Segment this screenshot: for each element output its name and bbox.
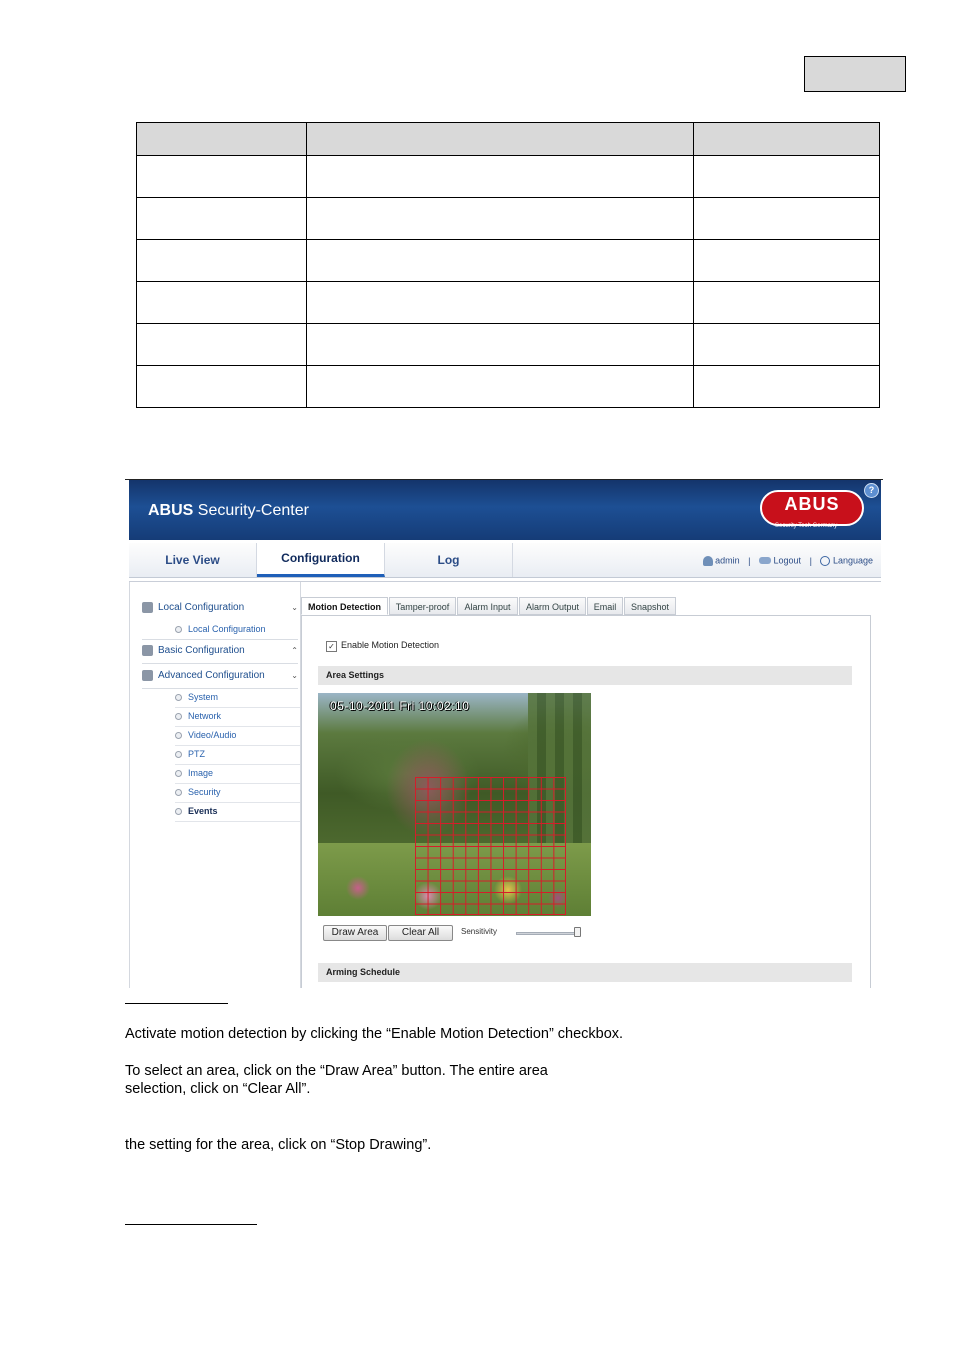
table-header-cell [307,123,694,156]
table-header-row [137,123,880,156]
subtab-tamper-proof[interactable]: Tamper-proof [389,597,456,615]
app-title-rest: Security-Center [193,502,309,519]
main-navigation [129,543,881,578]
table-cell [307,324,694,366]
sidebar-subitem-video-audio[interactable] [175,726,300,746]
sidebar-item-label: Advanced Configuration [158,670,265,681]
draw-area-button[interactable]: Draw Area [323,925,387,941]
sidebar-subitem-image[interactable] [175,764,300,784]
chevron-down-icon: ⌄ [291,671,298,680]
instruction-paragraph-2-line-1: To select an area, click on the “Draw Area” button. The entire area [125,1063,548,1079]
user-icon [703,556,713,566]
chevron-up-icon: ⌃ [291,646,298,655]
table-row [137,324,880,366]
sensitivity-label: Sensitivity [461,927,498,936]
table-cell [694,366,880,408]
separator: | [809,555,812,566]
sidebar-subitem-system[interactable] [175,688,300,708]
subtab-snapshot[interactable]: Snapshot [624,597,676,615]
app-banner [129,480,881,540]
settings-icon [142,645,153,656]
sidebar-subitem-label: Events [188,806,218,816]
sidebar-subitem-label: Security [188,787,221,797]
camera-timestamp: 05-10-2011 Fri 10:02:10 [330,699,470,713]
table-row [137,366,880,408]
bullet-icon [175,770,182,777]
sidebar-item-local-configuration[interactable] [142,597,298,619]
chevron-down-icon: ⌄ [291,603,298,612]
tab-log[interactable]: Log [385,543,513,577]
table-cell [137,324,307,366]
table-cell [694,324,880,366]
clear-all-button[interactable]: Clear All [388,925,453,941]
camera-preview[interactable] [318,693,591,916]
table-cell [137,366,307,408]
table-cell [137,282,307,324]
table-row [137,198,880,240]
table-row [137,240,880,282]
table-header-cell [137,123,307,156]
instruction-paragraph-1: Activate motion detection by clicking the “Enable Motion Detection” checkbox. [125,1026,624,1042]
subtab-motion-detection[interactable]: Motion Detection [301,597,388,615]
bullet-icon [175,732,182,739]
instruction-paragraph-2-line-2: selection, click on “Clear All”. [125,1081,311,1097]
abus-logo-tagline: Security Tech Germany [775,523,838,529]
help-icon[interactable]: ? [864,483,879,498]
arming-schedule-header: Arming Schedule [318,963,852,982]
table-cell [307,156,694,198]
subtab-alarm-output[interactable]: Alarm Output [519,597,586,615]
bullet-icon [175,808,182,815]
tab-live-view[interactable]: Live View [129,543,257,577]
bullet-icon [175,713,182,720]
monitor-icon [142,602,153,613]
table-cell [137,198,307,240]
area-settings-header: Area Settings [318,666,852,685]
sidebar-subitem-local-configuration[interactable] [175,620,300,639]
sidebar-item-basic-configuration[interactable] [142,640,298,662]
abus-logo [760,490,864,526]
table-cell [307,282,694,324]
page-header-box [804,56,906,92]
subtab-email[interactable]: Email [587,597,623,615]
bullet-icon [175,694,182,701]
globe-icon [820,556,830,566]
web-ui-screenshot [125,479,883,988]
instruction-paragraph-3: the setting for the area, click on “Stop Drawing”. [125,1137,432,1153]
table-row [137,156,880,198]
app-title-bold: ABUS [148,502,194,519]
table-cell [694,156,880,198]
sidebar-subitem-security[interactable] [175,783,300,803]
user-name-link[interactable]: admin [715,555,740,566]
table-cell [694,198,880,240]
logout-link[interactable]: Logout [773,555,802,566]
table-cell [307,240,694,282]
table-row [137,282,880,324]
table-cell [694,282,880,324]
table-cell [137,156,307,198]
enable-motion-label: Enable Motion Detection [341,640,440,650]
logout-icon [759,557,771,564]
user-bar [703,543,873,577]
sidebar-subitem-label: Local Configuration [188,624,266,634]
heading-underline [125,1003,228,1004]
sidebar-subitem-label: System [188,692,219,702]
bullet-icon [175,626,182,633]
enable-motion-checkbox[interactable]: ✓ [326,641,337,652]
sidebar-item-label: Basic Configuration [158,645,245,656]
tab-configuration[interactable]: Configuration [257,543,385,577]
bullet-icon [175,751,182,758]
table-cell [694,240,880,282]
separator: | [748,555,751,566]
app-title [148,502,309,520]
subtab-alarm-input[interactable]: Alarm Input [457,597,518,615]
language-link[interactable]: Language [832,555,873,566]
sidebar-subitem-network[interactable] [175,707,300,727]
sidebar-subitem-label: Image [188,768,214,778]
table-header-cell [694,123,880,156]
sidebar-subitem-label: PTZ [188,749,205,759]
sensitivity-slider-track[interactable] [516,932,580,935]
config-sidebar [129,582,301,988]
table-cell [137,240,307,282]
sidebar-subitem-events[interactable] [175,802,300,822]
sidebar-subitem-ptz[interactable] [175,745,300,765]
document-table [136,122,880,408]
heading-underline [125,1224,257,1225]
sensitivity-slider-handle[interactable] [574,927,581,937]
abus-logo-text: ABUS [784,494,840,514]
table-cell [307,366,694,408]
motion-detection-grid[interactable] [415,777,566,915]
sidebar-divider [142,663,298,664]
wrench-icon [142,670,153,681]
sidebar-item-advanced-configuration[interactable] [142,665,298,687]
table-cell [307,198,694,240]
sidebar-item-label: Local Configuration [158,602,245,613]
bullet-icon [175,789,182,796]
sidebar-subitem-label: Network [188,711,222,721]
sidebar-subitem-label: Video/Audio [188,730,237,740]
